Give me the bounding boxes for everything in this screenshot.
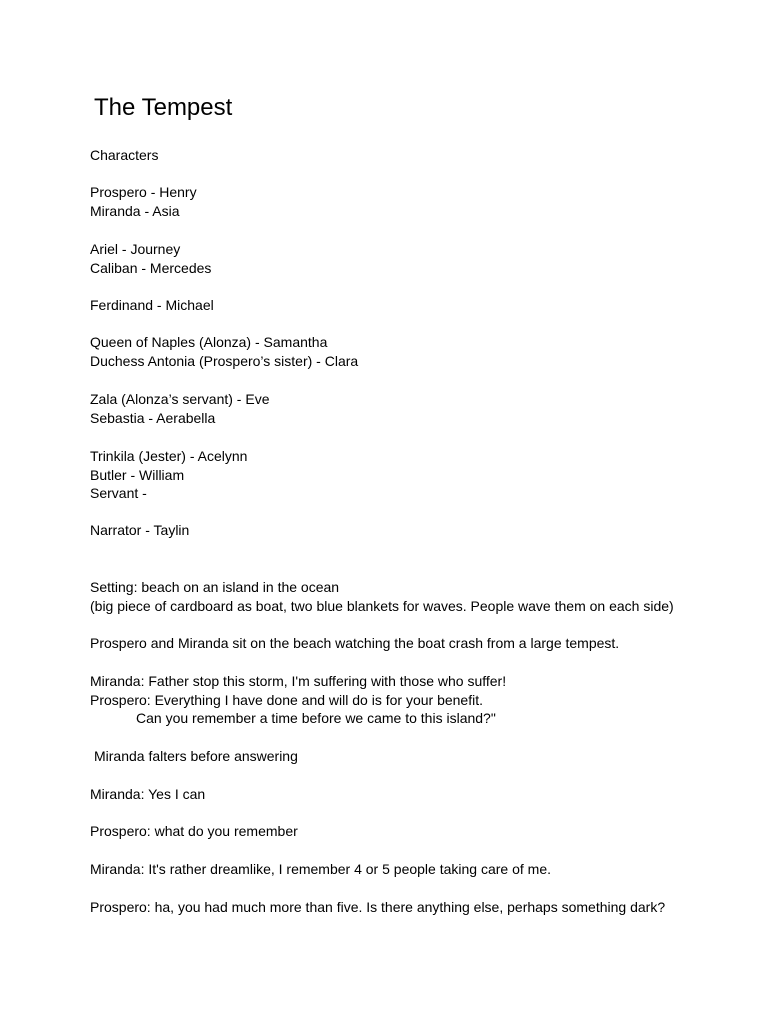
cast-entry: Narrator - Taylin bbox=[90, 522, 190, 538]
cast-entry: Ferdinand - Michael bbox=[90, 297, 214, 313]
cast-entry: Queen of Naples (Alonza) - Samantha bbox=[90, 334, 328, 350]
dialogue-line: Miranda: It's rather dreamlike, I remember 4 or 5 people taking care of me. bbox=[90, 861, 551, 877]
dialogue-line: Prospero: what do you remember bbox=[90, 823, 298, 839]
characters-heading: Characters bbox=[90, 147, 159, 163]
cast-entry: Sebastia - Aerabella bbox=[90, 410, 216, 426]
cast-entry: Duchess Antonia (Prospero’s sister) - Clara bbox=[90, 353, 359, 369]
dialogue-line: Prospero: ha, you had much more than five. Is there anything else, perhaps something dark? bbox=[90, 899, 666, 915]
setting-line: Setting: beach on an island in the ocean bbox=[90, 579, 340, 595]
cast-entry: Trinkila (Jester) - Acelynn bbox=[90, 448, 248, 464]
dialogue-line: Prospero: Everything I have done and will do is for your benefit. bbox=[90, 692, 483, 708]
stage-direction: Miranda falters before answering bbox=[94, 748, 298, 764]
cast-entry: Caliban - Mercedes bbox=[90, 260, 212, 276]
dialogue-line: Miranda: Father stop this storm, I'm suffering with those who suffer! bbox=[90, 673, 507, 689]
cast-entry: Zala (Alonza’s servant) - Eve bbox=[90, 391, 270, 407]
stage-direction: Prospero and Miranda sit on the beach watching the boat crash from a large tempest. bbox=[90, 635, 620, 651]
cast-entry: Prospero - Henry bbox=[90, 184, 197, 200]
cast-entry: Butler - William bbox=[90, 467, 185, 483]
dialogue-line: Miranda: Yes I can bbox=[90, 786, 206, 802]
cast-entry: Miranda - Asia bbox=[90, 203, 180, 219]
cast-entry: Servant - bbox=[90, 485, 147, 501]
props-line: (big piece of cardboard as boat, two blue blankets for waves. People wave them on each side) bbox=[90, 598, 674, 614]
document-title: The Tempest bbox=[94, 94, 233, 121]
cast-entry: Ariel - Journey bbox=[90, 241, 181, 257]
dialogue-line: Can you remember a time before we came to this island?" bbox=[136, 710, 496, 726]
